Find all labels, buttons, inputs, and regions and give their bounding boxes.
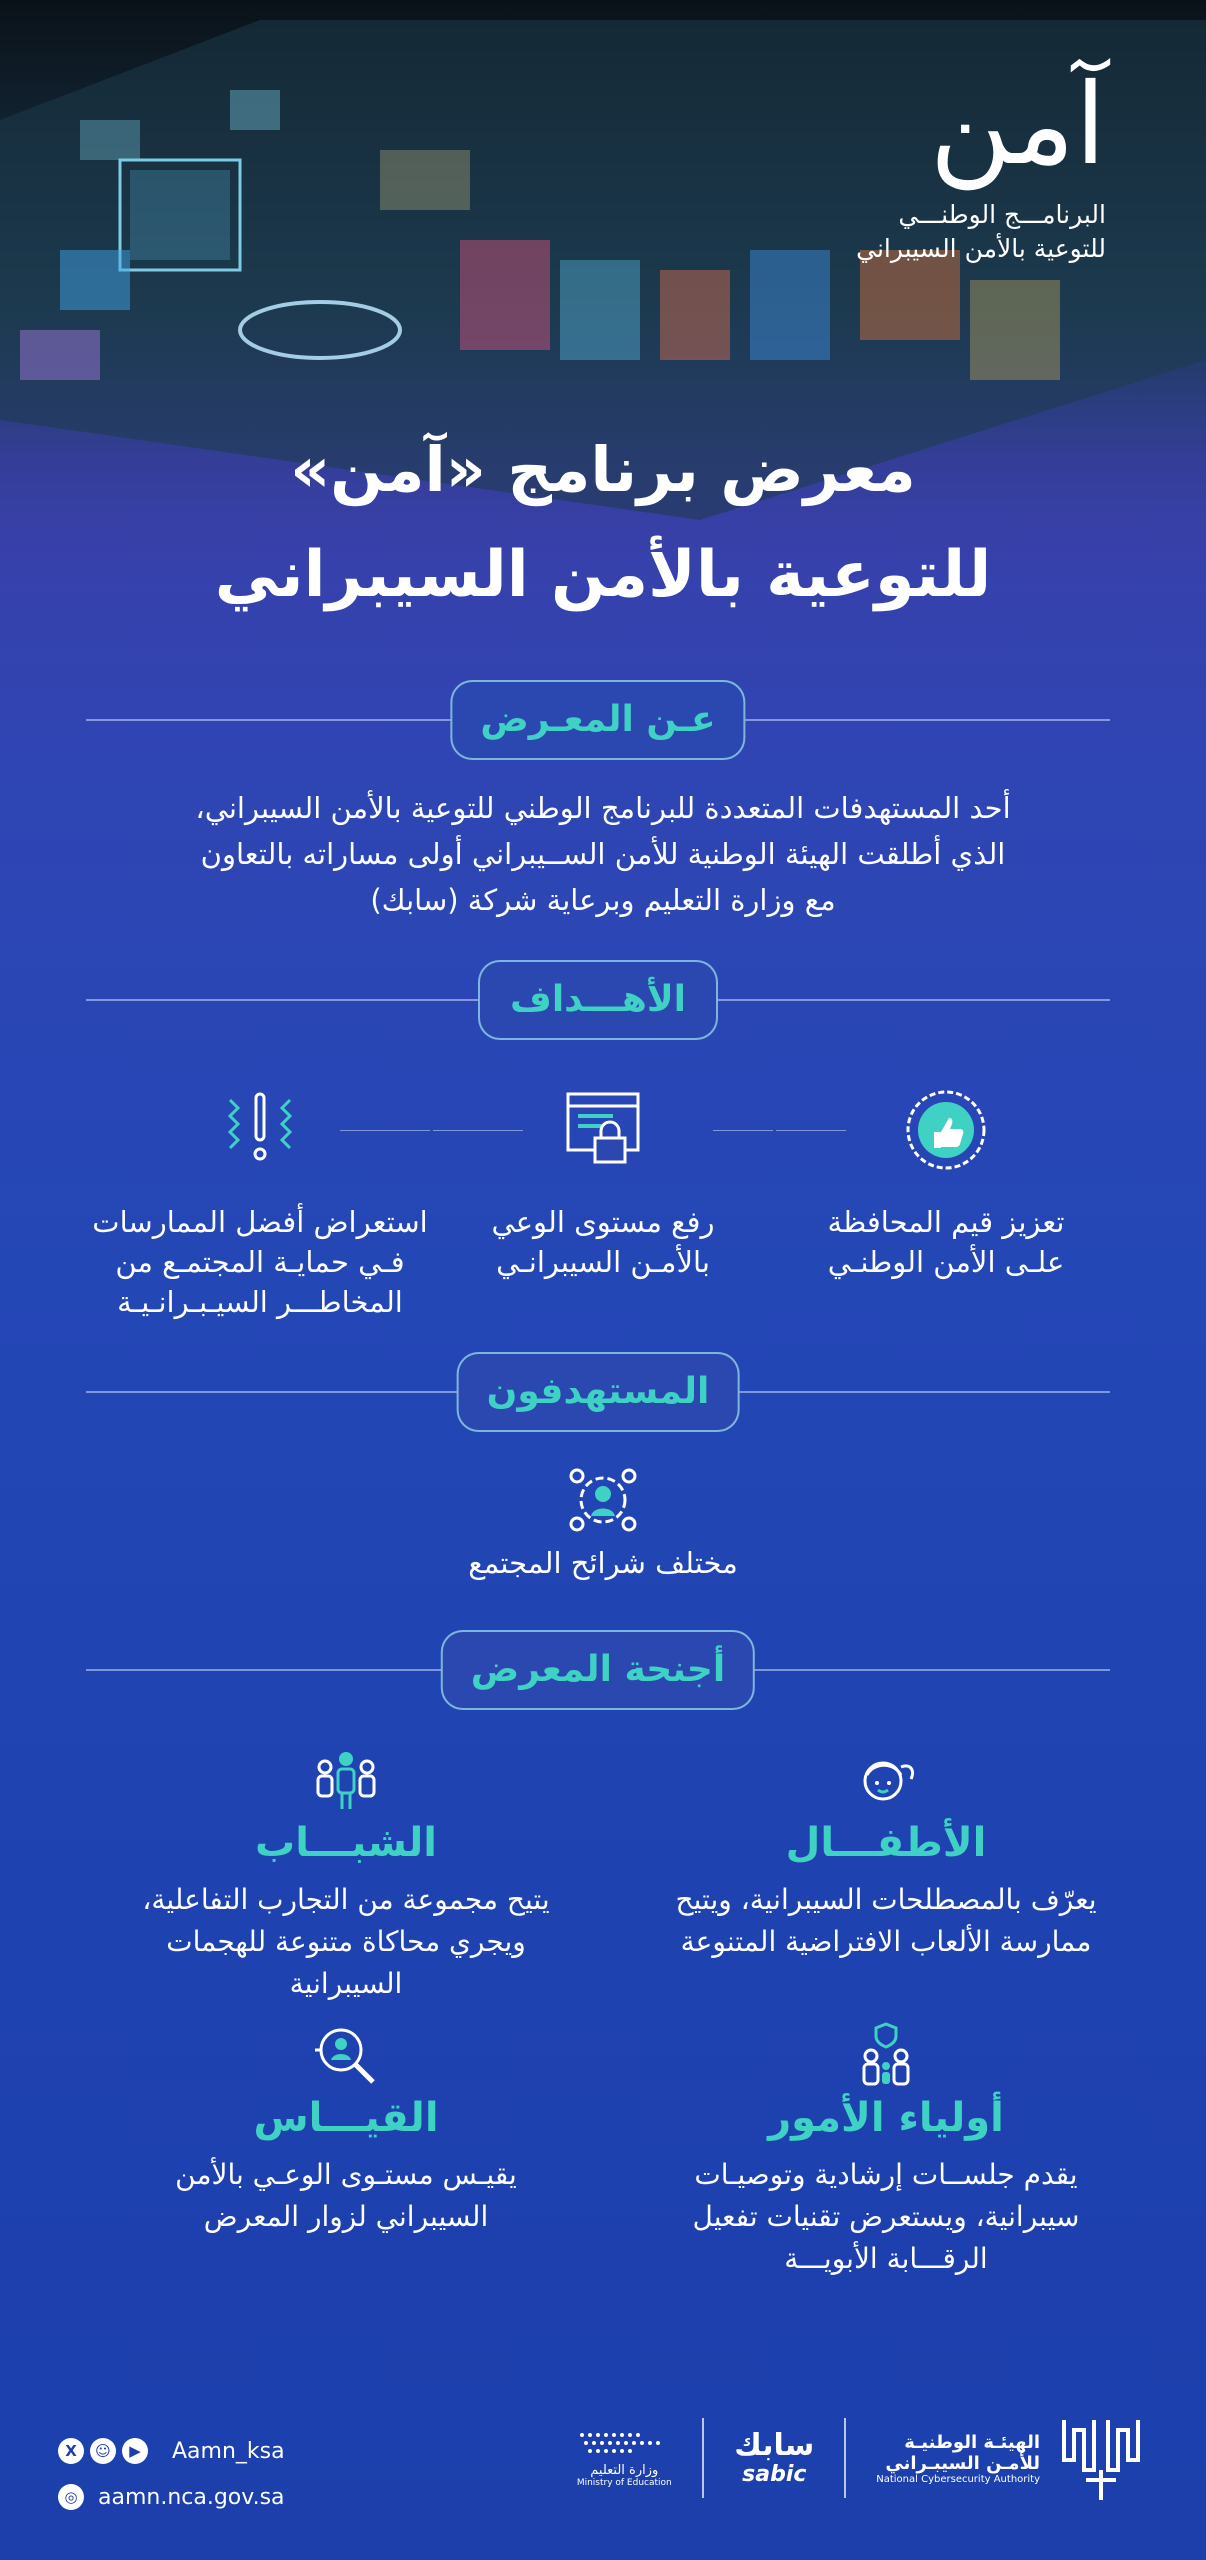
sabic-logo [734,2427,815,2487]
magnifier-person-icon [311,2020,381,2090]
thumbs-up-badge-icon [896,1080,996,1180]
aamn-logo [856,60,1106,266]
brand-subtitle-line1: البرنامـــج الوطنـــي [898,200,1106,229]
youtube-icon[interactable]: ▶ [122,2438,148,2464]
nca-name-en: National Cybersecurity Authority [876,2473,1040,2485]
about-paragraph [90,785,1116,923]
goal-item [90,1080,430,1322]
goal-text: بالأمـن السيبرانـي [496,1245,710,1279]
about-line: الذي أطلقت الهيئة الوطنية للأمن الســيبراني أولى مساراته بالتعاون [200,837,1006,871]
wing-desc-line: يقدم جلســات إرشادية وتوصيـات [694,2158,1078,2191]
about-line: أحد المستهدفات المتعددة للبرنامج الوطني للتوعية بالأمن السيبراني، [195,791,1011,825]
moe-name-en: Ministry of Education [576,2477,672,2488]
globe-icon: ◎ [58,2484,84,2510]
social-row[interactable] [58,2438,285,2464]
wing-desc-line: سيبرانية، ويستعرض تقنيات تفعيل [692,2200,1080,2233]
family-shield-icon [851,2020,921,2090]
sabic-name-ar: سابك [734,2427,815,2463]
goal-text: تعزيز قيم المحافظة [827,1205,1065,1239]
wing-title: القيـــاس [253,2095,439,2141]
goal-text: علـى الأمن الوطنـي [827,1245,1065,1279]
section-header-audience [86,1352,1110,1432]
group-icon [311,1745,381,1815]
brand-wordmark: آمن [929,60,1106,190]
brand-subtitle-line2: للتوعية بالأمن السيبراني [856,234,1106,263]
moe-name-ar: وزارة التعليم [590,2462,659,2478]
snapchat-icon[interactable]: ☺ [90,2438,116,2464]
community-gear-icon [563,1460,643,1536]
title-line1: معرض برنامج «آمن» [290,433,916,506]
page-title [0,420,1206,630]
wing-measurement [106,2020,586,2238]
wing-desc-line: يتيح مجموعة من التجارب التفاعلية، [142,1883,550,1916]
moe-dots-icon [576,2429,672,2459]
section-header-wings [86,1630,1110,1710]
section-label-about: عـن المعـرض [450,680,745,760]
wing-title: الأطفـــال [785,1820,987,1866]
website-link[interactable]: aamn.nca.gov.sa [98,2484,285,2510]
browser-lock-icon [553,1080,653,1180]
goal-text: رفع مستوى الوعي [491,1205,715,1239]
nca-name-ar-2: للأمـن السيبـراني [885,2452,1040,2474]
sabic-name-en: sabic [742,2461,807,2487]
about-line: مع وزارة التعليم وبرعاية شركة (سابك) [370,883,836,917]
x-icon[interactable]: X [58,2438,84,2464]
wing-desc-line: السيبرانية [289,1967,403,2000]
wing-desc-line: يعرّف بالمصطلحات السيبرانية، ويتيح [675,1883,1097,1916]
goal-text: فـي حمايـة المجتمـع من [115,1245,405,1279]
section-label-audience: المستهدفون [457,1352,740,1432]
section-label-goals: الأهـــداف [478,960,718,1040]
partner-logos [576,2410,1146,2506]
wing-desc-line: الرقـــابة الأبويـــة [784,2242,988,2275]
wing-title: أولياء الأمور [768,2095,1004,2141]
logo-divider [844,2418,846,2498]
wing-desc-line: يقيـس مستـوى الوعـي بالأمن [175,2158,517,2191]
goal-item [433,1080,773,1282]
wing-children [646,1745,1126,1963]
section-header-goals [86,960,1110,1040]
logo-divider [702,2418,704,2498]
nca-emblem-icon [1056,2410,1146,2506]
girl-icon [851,1745,921,1815]
wing-parents [646,2020,1126,2280]
section-header-about [86,680,1110,760]
title-line2: للتوعية بالأمن السيبراني [214,538,992,612]
goal-item [776,1080,1116,1282]
wing-youth [106,1745,586,2005]
goal-text: استعراض أفضل الممارسات [92,1205,428,1239]
website-row[interactable] [58,2484,285,2510]
wing-desc-line: ممارسة الألعاب الافتراضية المتنوعة [680,1925,1092,1958]
exclamation-icon [210,1080,310,1180]
nca-logo [876,2432,1040,2485]
moe-logo [576,2429,672,2488]
wing-desc-line: ويجري محاكاة متنوعة للهجمات [166,1925,526,1958]
audience-block [0,1460,1206,1580]
section-label-wings: أجنحة المعرض [441,1630,755,1710]
goal-text: المخاطـــر السيـبـرانـيـة [117,1285,403,1319]
social-handle[interactable]: Aamn_ksa [172,2438,285,2464]
audience-text: مختلف شرائح المجتمع [468,1546,738,1580]
wing-title: الشبـــاب [255,1820,437,1866]
footer-social [58,2438,285,2530]
nca-name-ar-1: الهيئـة الوطنيـة [904,2431,1040,2453]
wing-desc-line: السيبراني لزوار المعرض [203,2200,489,2233]
